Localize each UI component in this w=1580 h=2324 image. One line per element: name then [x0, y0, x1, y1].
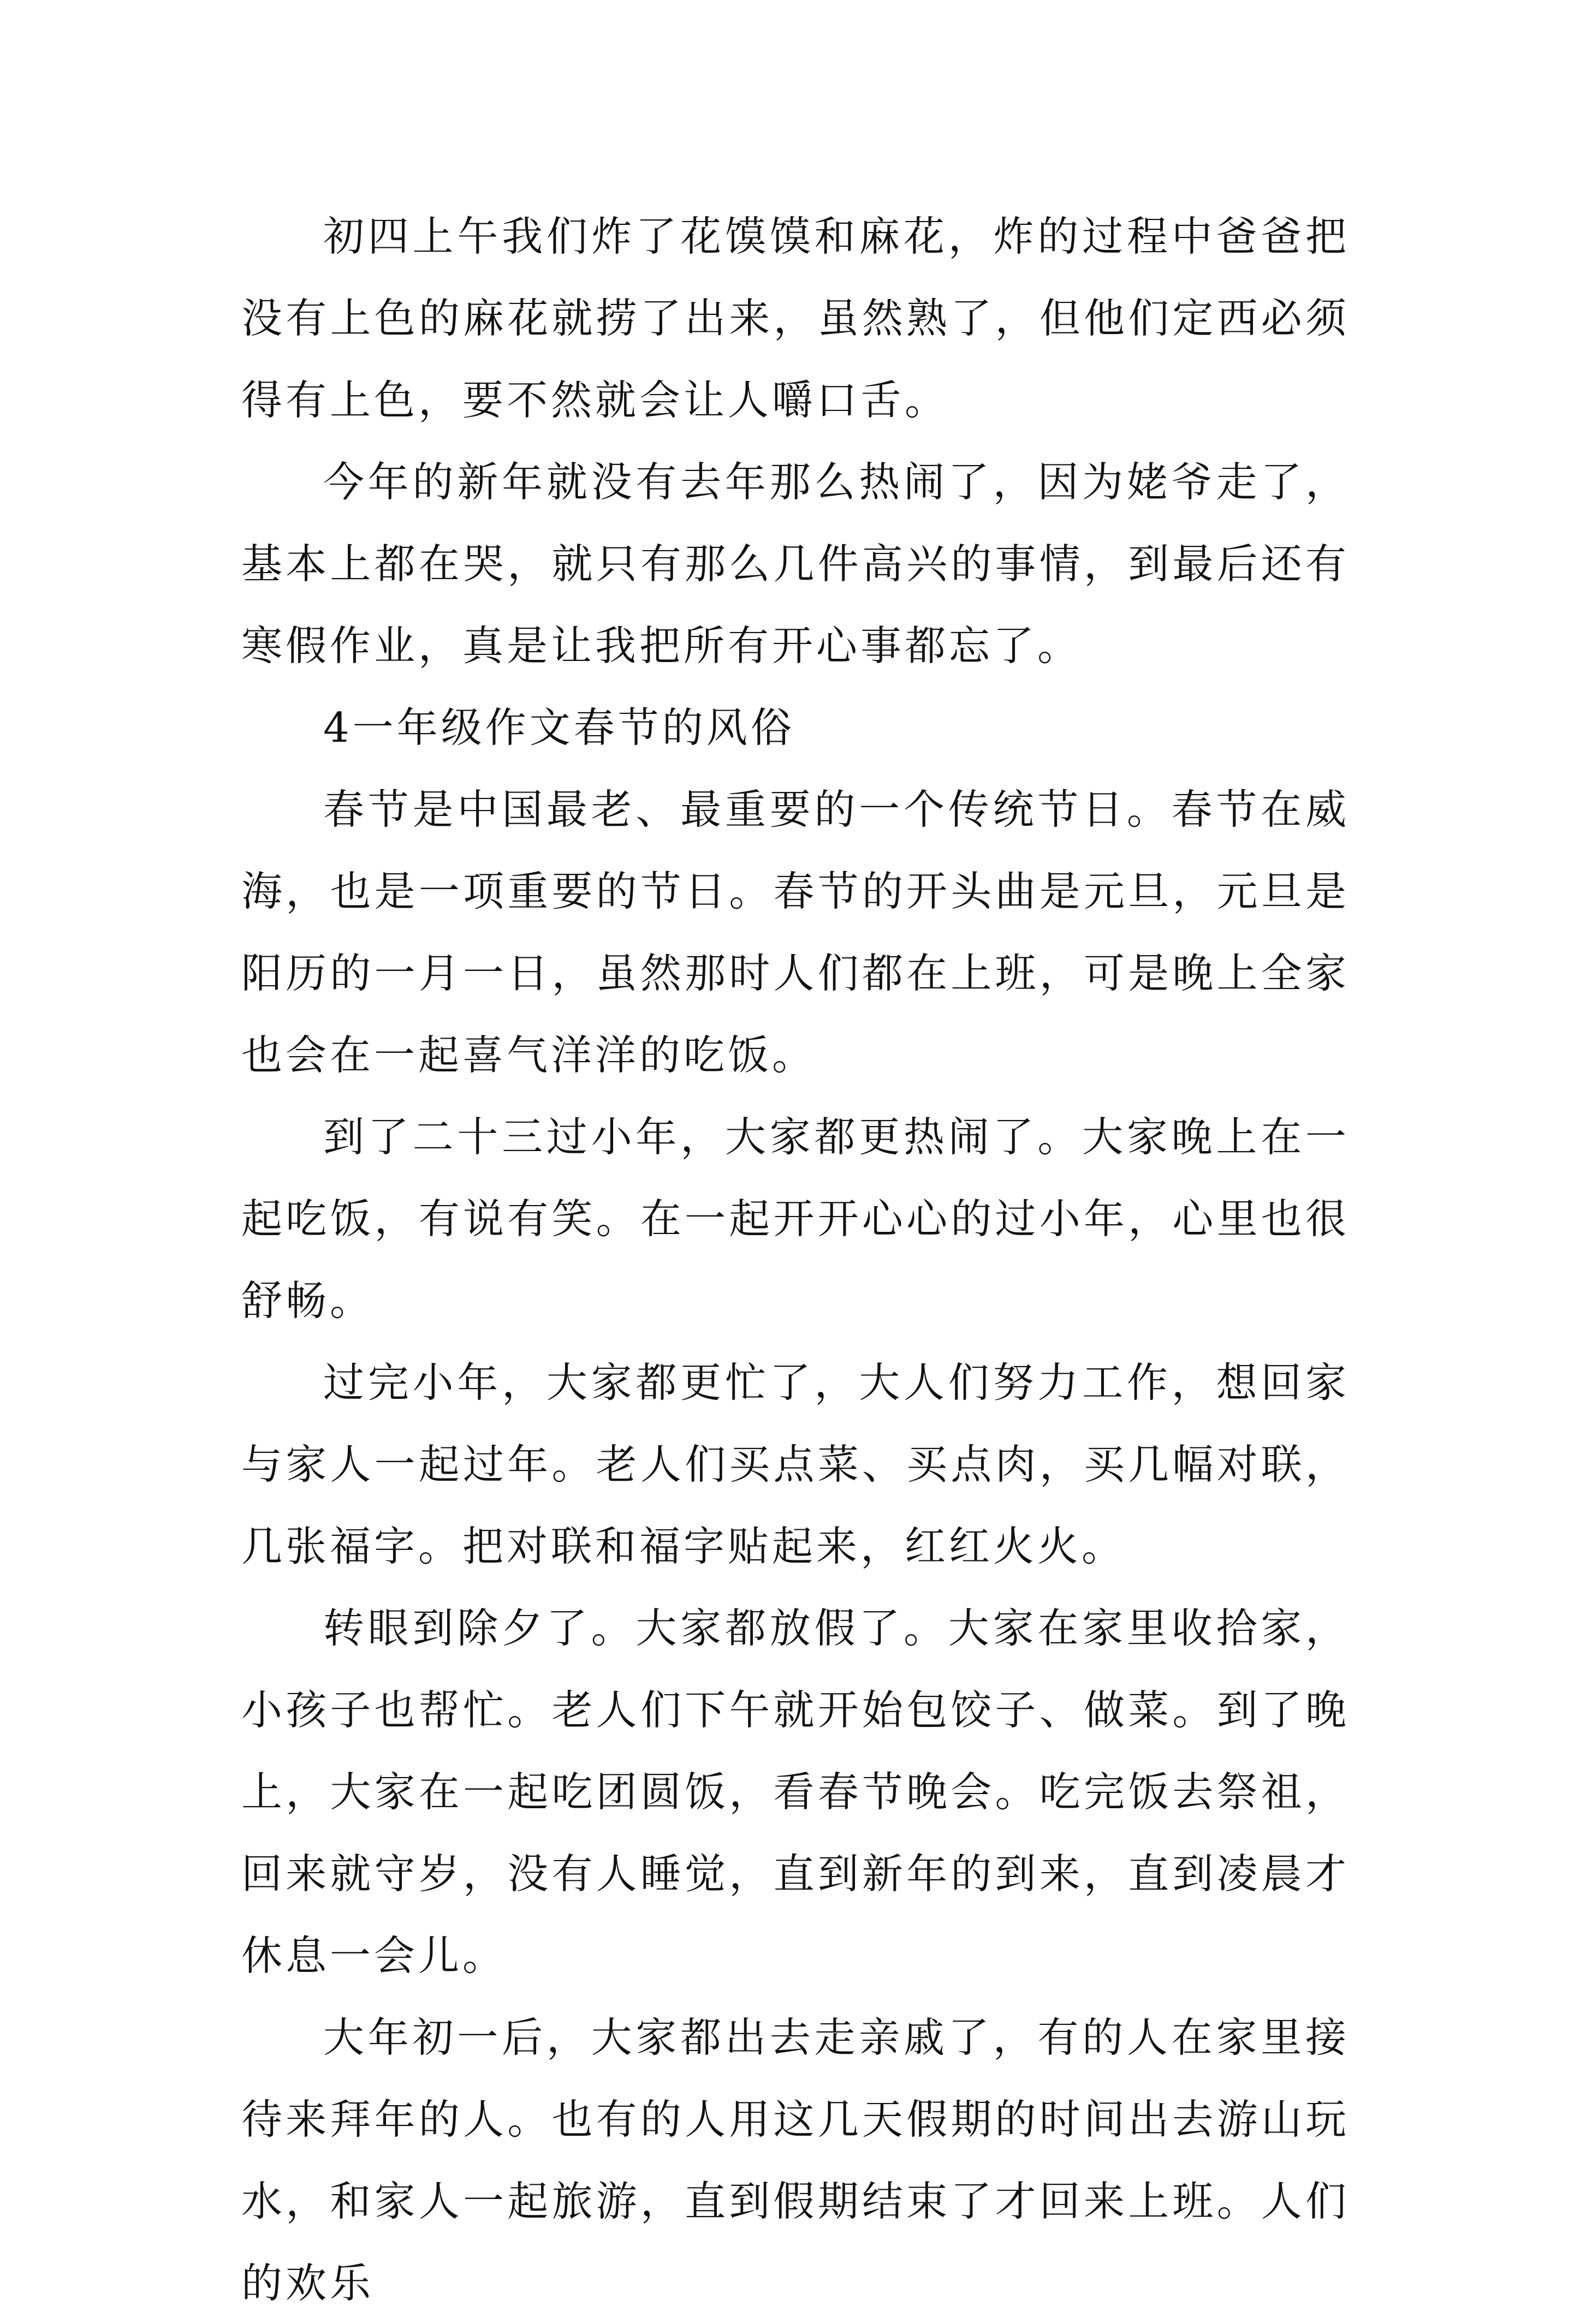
paragraph-little-new-year: 到了二十三过小年，大家都更热闹了。大家晚上在一起吃饭，有说有笑。在一起开开心心的过小年，心里也很舒畅。	[241, 1113, 1350, 1325]
paragraph-frying-snacks: 初四上午我们炸了花馍馍和麻花，炸的过程中爸爸把没有上色的麻花就捞了出来，虽然熟了，但他们定西必须得有上色，要不然就会让人嚼口舌。	[241, 212, 1350, 424]
paragraph-first-day: 大年初一后，大家都出去走亲戚了，有的人在家里接待来拜年的人。也有的人用这几天假期的时间出去游山玩水，和家人一起旅游，直到假期结束了才回来上班。人们的欢乐	[241, 2013, 1350, 2307]
paragraph-new-year-sad: 今年的新年就没有去年那么热闹了，因为姥爷走了，基本上都在哭，就只有那么几件高兴的事情，到最后还有寒假作业，真是让我把所有开心事都忘了。	[241, 458, 1350, 670]
document-body	[241, 195, 1350, 2324]
paragraph-preparations: 过完小年，大家都更忙了，大人们努力工作，想回家与家人一起过年。老人们买点菜、买点肉，买几幅对联，几张福字。把对联和福字贴起来，红红火火。	[241, 1358, 1350, 1570]
paragraph-new-years-eve: 转眼到除夕了。大家都放假了。大家在家里收拾家，小孩子也帮忙。老人们下午就开始包饺子、做菜。到了晚上，大家在一起吃团圆饭，看春节晚会。吃完饭去祭祖，回来就守岁，没有人睡觉，直到新年的到来，直到凌晨才休息一会儿。	[241, 1604, 1350, 1980]
paragraph-spring-festival-intro: 春节是中国最老、最重要的一个传统节日。春节在威海，也是一项重要的节日。春节的开头曲是元旦，元旦是阳历的一月一日，虽然那时人们都在上班，可是晚上全家也会在一起喜气洋洋的吃饭。	[241, 785, 1350, 1079]
section-heading: 4一年级作文春节的风俗	[323, 704, 795, 752]
